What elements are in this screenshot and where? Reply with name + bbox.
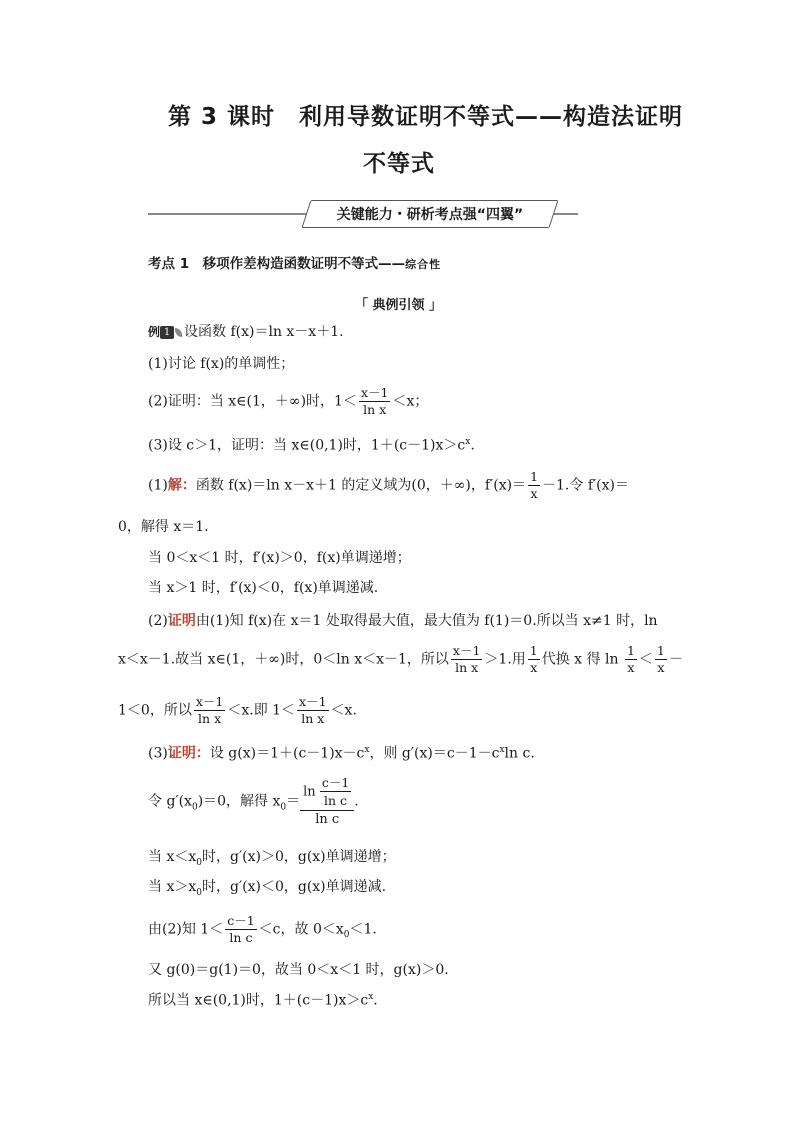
- q2-text-post: ＜x；: [392, 393, 429, 410]
- solution-3-line6: 又 g(0)＝g(1)＝0，故当 0＜x＜1 时，g(x)＞0.: [148, 962, 449, 978]
- s3-text-a2: ，则 g′(x)＝c－1－c: [369, 745, 500, 762]
- question-1: (1)讨论 f(x)的单调性；: [148, 356, 295, 372]
- numerator: x－1: [452, 643, 481, 658]
- section-tag: 综合性: [405, 258, 442, 271]
- solution-2-line1: [148, 614, 658, 628]
- numerator: c－1: [321, 775, 350, 790]
- s2-text-b5: －: [668, 651, 683, 668]
- s3-text-e3: ＜1.: [349, 921, 377, 938]
- question-3: [148, 438, 475, 453]
- s2-text-b3: 代换 x 得 ln: [541, 651, 619, 668]
- denominator: ln c: [229, 929, 253, 945]
- fraction: [225, 914, 256, 945]
- solution-2-line3: [118, 695, 357, 726]
- s3-text-c: 当 x＜x: [148, 849, 197, 865]
- solution-3-line7: [148, 993, 378, 1008]
- banner-label: 关键能力・研析考点强“四翼”: [336, 207, 524, 223]
- question-2: [148, 386, 428, 417]
- page-title-line2: 不等式: [363, 151, 435, 177]
- s1-pre: (1): [148, 477, 168, 494]
- s2-text-b4: ＜: [638, 651, 653, 668]
- fraction: [451, 644, 483, 675]
- q3-sup: x: [465, 437, 471, 447]
- s3-text-b1: 令 g′(x: [148, 793, 192, 810]
- solution-1-line3: 当 0＜x＜1 时，f′(x)＞0，f(x)单调递增；: [148, 550, 411, 566]
- s3-sub-d: 0: [196, 887, 202, 898]
- example-intro: [148, 325, 344, 339]
- s3-sup-a: x: [364, 745, 370, 755]
- s2-text-c1: 1＜0，所以: [118, 702, 192, 719]
- s3-text-d: 当 x＞x: [148, 879, 197, 895]
- numerator: 1: [529, 643, 538, 658]
- section-heading-text: 考点 1 移项作差构造函数证明不等式——: [148, 256, 406, 272]
- s3-text-d2: 时，g′(x)＜0，g(x)单调递减.: [201, 879, 387, 895]
- fraction: [655, 644, 667, 675]
- section-heading: [148, 252, 441, 272]
- s3-text-b2: )＝0，解得 x: [197, 793, 281, 810]
- s3-text-e1: 由(2)知 1＜: [148, 921, 224, 938]
- s1-text-a: 函数 f(x)＝ln x－x＋1 的定义域为(0，＋∞)，f′(x)＝: [195, 477, 527, 494]
- numerator: x－1: [195, 694, 224, 709]
- example-intro-text: 设函数 f(x)＝ln x－x＋1.: [184, 324, 344, 340]
- nested-denominator: ln c: [315, 811, 340, 827]
- s2-pre: (2): [148, 613, 168, 629]
- s3-sub-b: 0: [191, 802, 198, 813]
- fraction: [528, 644, 540, 675]
- s3-sup-a2: x: [499, 745, 505, 755]
- denominator: x: [627, 659, 635, 675]
- solution-1-line1: [148, 470, 629, 501]
- s3-text-c2: 时，g′(x)＞0，g(x)单调递增；: [201, 849, 396, 865]
- numerator: x－1: [360, 385, 389, 400]
- s2-text-c2: ＜x.即 1＜: [227, 702, 296, 719]
- s3-label: 证明：: [167, 745, 210, 762]
- s3-sub-c: 0: [196, 857, 202, 868]
- leaf-icon: [175, 328, 182, 337]
- fraction: [359, 386, 391, 417]
- solution-3-line3: [148, 850, 396, 868]
- denominator: ln x: [198, 710, 222, 726]
- s2-label: 证明: [167, 613, 196, 629]
- solution-1-line4: 当 x＞1 时，f′(x)＜0，f(x)单调递减.: [148, 580, 379, 596]
- denominator: x: [530, 485, 538, 501]
- s2-text-c3: ＜x.: [330, 702, 357, 719]
- s3-text-b4: .: [354, 793, 359, 810]
- solution-3-line1: [148, 746, 535, 761]
- fraction: [297, 695, 329, 726]
- numerator: c－1: [227, 913, 255, 928]
- numerator: 1: [656, 643, 665, 658]
- fraction: [625, 644, 637, 675]
- numerator: 1: [530, 469, 539, 484]
- s2-text-a: 由(1)知 f(x)在 x＝1 处取得最大值，最大值为 f(1)＝0.所以当 x≠1 时，ln: [195, 613, 658, 629]
- solution-1-line2: 0，解得 x＝1.: [118, 519, 209, 535]
- s1-text-b: －1.令 f′(x)＝: [542, 477, 630, 494]
- q2-text-pre: (2)证明：当 x∈(1，＋∞)时，1＜: [148, 393, 357, 410]
- s3-text-e2: ＜c，故 0＜x: [258, 921, 344, 938]
- ln-label: ln: [303, 784, 316, 800]
- s1-label: 解：: [167, 477, 196, 494]
- nested-fraction: [300, 776, 354, 827]
- section-banner: [148, 200, 578, 228]
- denominator: ln x: [455, 659, 479, 675]
- denominator: ln c: [324, 792, 348, 808]
- q3-text: (3)设 c＞1，证明：当 x∈(0,1)时，1＋(c－1)x＞c: [148, 437, 466, 454]
- numerator: x－1: [299, 694, 327, 709]
- s3-text-g-end: .: [373, 992, 378, 1009]
- s3-sup-g: x: [368, 992, 374, 1002]
- s3-sub-e: 0: [343, 930, 350, 941]
- page-title-line1: 第 3 课时 利用导数证明不等式——构造法证明: [168, 104, 684, 130]
- s2-text-b2: ＞1.用: [484, 651, 526, 668]
- denominator: x: [657, 659, 665, 675]
- subheading: 「 典例引领 」: [355, 298, 443, 313]
- solution-3-line5: [148, 914, 377, 945]
- s2-text-b1: x＜x－1.故当 x∈(1，＋∞)时，0＜ln x＜x－1，所以: [118, 651, 449, 668]
- q3-end: .: [470, 437, 475, 454]
- solution-3-line4: [148, 880, 386, 898]
- s3-sub-b2: 0: [280, 802, 287, 813]
- fraction: [528, 470, 540, 501]
- example-number-badge: 1: [160, 326, 174, 339]
- s3-text-a3: ln c.: [504, 745, 535, 762]
- fraction: [194, 695, 226, 726]
- nested-numerator: [300, 776, 354, 811]
- s3-text-g: 所以当 x∈(0,1)时，1＋(c－1)x＞c: [148, 992, 369, 1009]
- denominator: ln x: [301, 710, 325, 726]
- solution-2-line2: [118, 644, 683, 675]
- inner-fraction: [320, 776, 351, 808]
- s3-text-b3: ＝: [286, 793, 301, 810]
- s3-pre: (3): [148, 745, 168, 762]
- example-badge: 例: [148, 325, 161, 339]
- numerator: 1: [626, 643, 635, 658]
- s3-text-a: 设 g(x)＝1＋(c－1)x－c: [209, 745, 365, 762]
- solution-3-line2: [148, 776, 359, 827]
- denominator: ln x: [363, 401, 387, 417]
- denominator: x: [530, 659, 538, 675]
